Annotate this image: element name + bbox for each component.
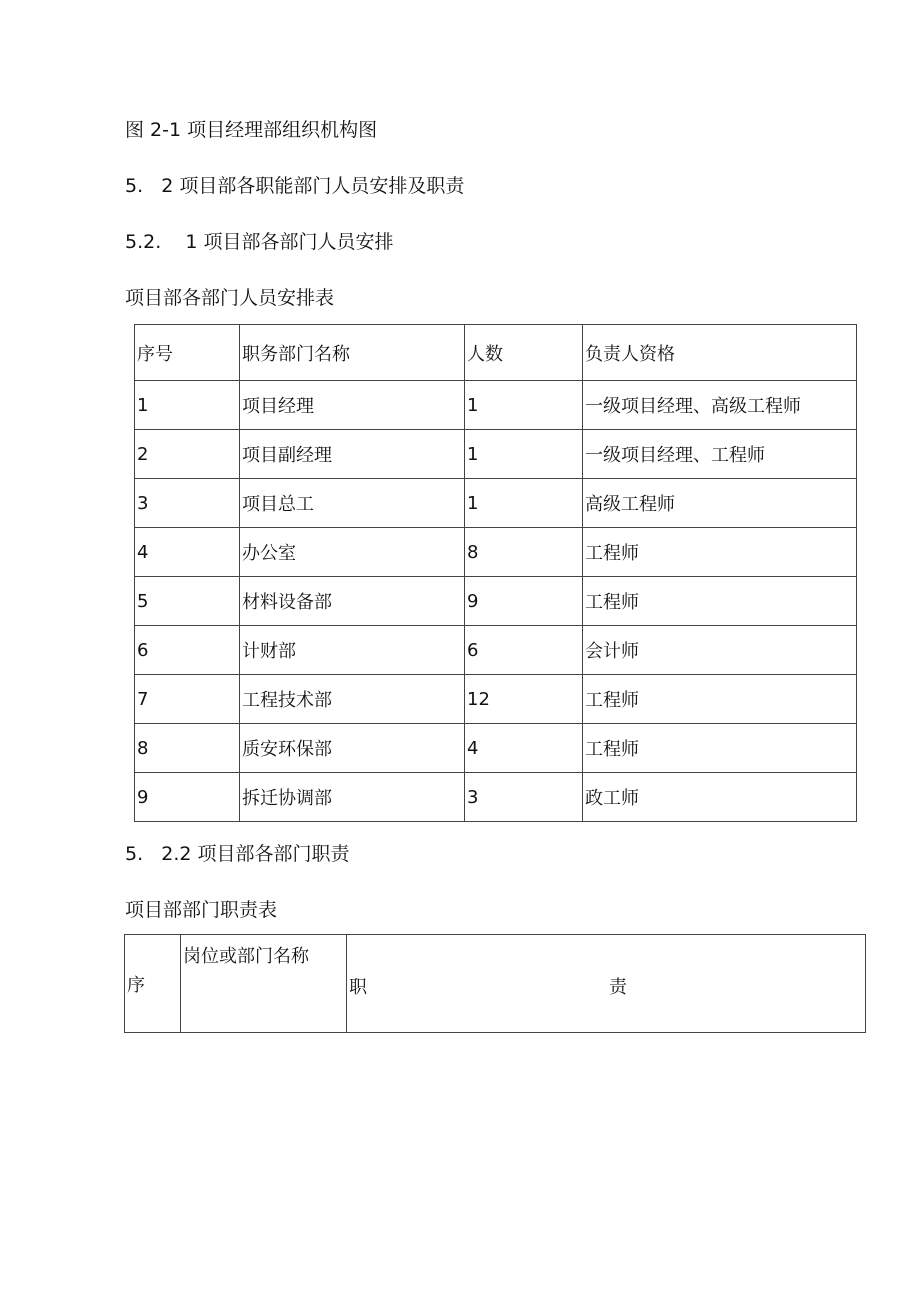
cell-seq: 4 <box>135 528 240 577</box>
cell-count: 6 <box>465 626 583 675</box>
cell-seq: 6 <box>135 626 240 675</box>
table-row <box>135 675 857 724</box>
cell-seq: 9 <box>135 773 240 822</box>
header-dept: 职务部门名称 <box>240 325 465 381</box>
cell-count: 8 <box>465 528 583 577</box>
cell-seq: 1 <box>135 381 240 430</box>
header-qualification: 负责人资格 <box>583 325 857 381</box>
header-duty <box>347 935 866 1033</box>
cell-dept: 项目经理 <box>240 381 465 430</box>
table-row <box>135 430 857 479</box>
cell-qualification: 一级项目经理、工程师 <box>583 430 857 479</box>
cell-count: 1 <box>465 479 583 528</box>
cell-dept: 材料设备部 <box>240 577 465 626</box>
cell-count: 4 <box>465 724 583 773</box>
cell-qualification: 工程师 <box>583 675 857 724</box>
cell-dept: 计财部 <box>240 626 465 675</box>
table-row <box>135 626 857 675</box>
section-heading-5-2: 5. 2 项目部各职能部门人员安排及职责 <box>125 175 465 197</box>
cell-seq: 2 <box>135 430 240 479</box>
cell-dept: 办公室 <box>240 528 465 577</box>
cell-qualification: 工程师 <box>583 724 857 773</box>
cell-seq: 7 <box>135 675 240 724</box>
table-header-row <box>135 325 857 381</box>
cell-count: 12 <box>465 675 583 724</box>
cell-qualification: 政工师 <box>583 773 857 822</box>
duty-table-title: 项目部部门职责表 <box>125 899 278 921</box>
header-post-label: 岗位或部门名称 <box>183 946 309 967</box>
cell-dept: 工程技术部 <box>240 675 465 724</box>
cell-dept: 拆迁协调部 <box>240 773 465 822</box>
table-row <box>135 773 857 822</box>
header-seq: 序号 <box>135 325 240 381</box>
header-seq: 序 <box>125 935 181 1033</box>
cell-qualification: 会计师 <box>583 626 857 675</box>
cell-count: 1 <box>465 381 583 430</box>
cell-seq: 3 <box>135 479 240 528</box>
cell-dept: 项目副经理 <box>240 430 465 479</box>
cell-dept: 质安环保部 <box>240 724 465 773</box>
cell-seq: 5 <box>135 577 240 626</box>
staff-arrangement-table <box>134 324 857 822</box>
header-duty-part1: 职 <box>349 977 367 998</box>
table-row <box>135 577 857 626</box>
cell-qualification: 一级项目经理、高级工程师 <box>583 381 857 430</box>
table-header-row <box>125 935 866 1033</box>
header-count: 人数 <box>465 325 583 381</box>
staff-table-title: 项目部各部门人员安排表 <box>125 287 335 309</box>
table-row <box>135 528 857 577</box>
header-duty-part2: 责 <box>609 977 627 998</box>
section-heading-5-2-1: 5.2. 1 项目部各部门人员安排 <box>125 231 394 253</box>
figure-caption: 图 2-1 项目经理部组织机构图 <box>125 119 378 141</box>
cell-dept: 项目总工 <box>240 479 465 528</box>
cell-qualification: 高级工程师 <box>583 479 857 528</box>
cell-count: 3 <box>465 773 583 822</box>
cell-count: 9 <box>465 577 583 626</box>
cell-seq: 8 <box>135 724 240 773</box>
department-duty-table <box>124 934 866 1033</box>
header-post <box>181 935 347 1033</box>
cell-count: 1 <box>465 430 583 479</box>
cell-qualification: 工程师 <box>583 577 857 626</box>
table-row <box>135 479 857 528</box>
section-heading-5-2-2: 5. 2.2 项目部各部门职责 <box>125 843 350 865</box>
table-row <box>135 724 857 773</box>
cell-qualification: 工程师 <box>583 528 857 577</box>
table-row <box>135 381 857 430</box>
